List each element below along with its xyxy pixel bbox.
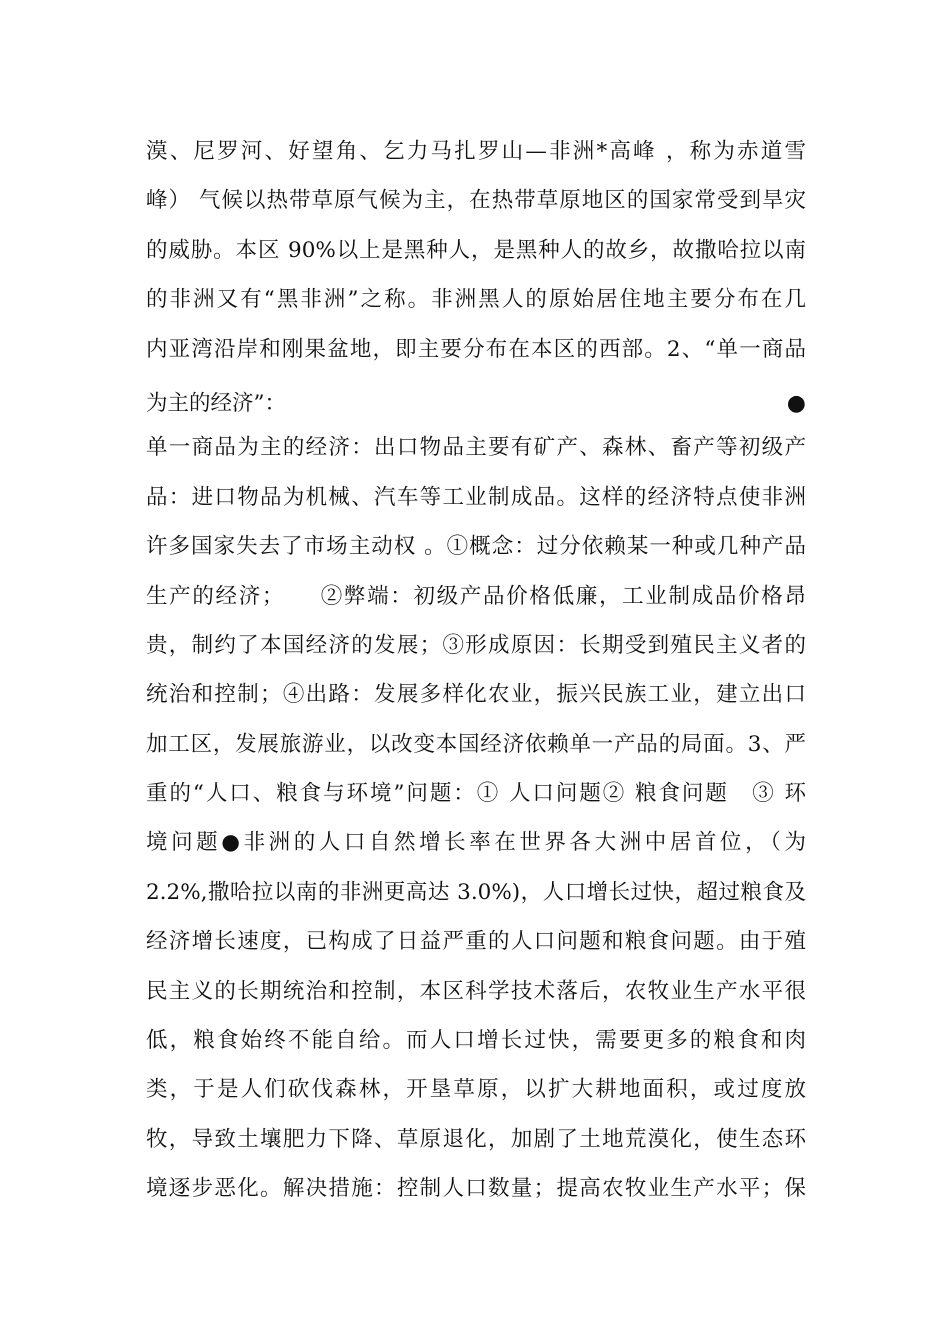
text-line: 重的“人口、粮食与环境”问题：① 人口问题② 粮食问题 ③ 环 <box>146 781 806 807</box>
text-line: 峰） 气候以热带草原气候为主，在热带草原地区的国家常受到旱灾 <box>146 188 806 214</box>
text-line: 经济增长速度，已构成了日益严重的人口问题和粮食问题。由于殖 <box>146 929 806 955</box>
text-line: 类，于是人们砍伐森林，开垦草原，以扩大耕地面积，或过度放 <box>146 1077 806 1103</box>
text-line: 单一商品为主的经济：出口物品主要有矿产、森林、畜产等初级产 <box>146 435 806 461</box>
text-line: 内亚湾沿岸和刚果盆地，即主要分布在本区的西部。2、“单一商品 <box>146 336 806 362</box>
text-line: 境逐步恶化。解决措施：控制人口数量；提高农牧业生产水平；保 <box>146 1176 806 1202</box>
text-line: 许多国家失去了市场主动权 。①概念：过分依赖某一种或几种产品 <box>146 534 806 560</box>
text-line: 品：进口物品为机械、汽车等工业制成品。这样的经济特点使非洲 <box>146 484 806 510</box>
text-line: 漠、尼罗河、好望角、乞力马扎罗山—非洲*高峰 ，称为赤道雪 <box>146 139 806 164</box>
text-line: 牧，导致土壤肥力下降、草原退化，加剧了土地荒漠化，使生态环 <box>146 1126 806 1152</box>
text-line: 贵，制约了本国经济的发展；③形成原因：长期受到殖民主义者的 <box>146 632 806 658</box>
bullet-icon: ● <box>786 390 806 416</box>
text-line-with-bullet <box>146 379 806 428</box>
body-text <box>146 132 806 1219</box>
text-line: 2.2%,撒哈拉以南的非洲更高达 3.0%)，人口增长过快，超过粮食及 <box>146 879 806 905</box>
text-line: 低，粮食始终不能自给。而人口增长过快，需要更多的粮食和肉 <box>146 1028 806 1054</box>
text-line: 的威胁。本区 90%以上是黑种人，是黑种人的故乡，故撒哈拉以南 <box>146 237 806 263</box>
text-line: 统治和控制；④出路：发展多样化农业，振兴民族工业，建立出口 <box>146 682 806 708</box>
text-line: 生产的经济； ②弊端：初级产品价格低廉，工业制成品价格昂 <box>146 583 806 609</box>
text-line: 的非洲又有“黑非洲”之称。非洲黑人的原始居住地主要分布在几 <box>146 287 806 313</box>
text-line: 加工区，发展旅游业，以改变本国经济依赖单一产品的局面。3、严 <box>146 731 806 757</box>
text-line: 境问题●非洲的人口自然增长率在世界各大洲中居首位，（为 <box>146 830 806 856</box>
text-line: 为主的经济”： <box>146 390 286 416</box>
text-line: 民主义的长期统治和控制，本区科学技术落后，农牧业生产水平很 <box>146 978 806 1004</box>
